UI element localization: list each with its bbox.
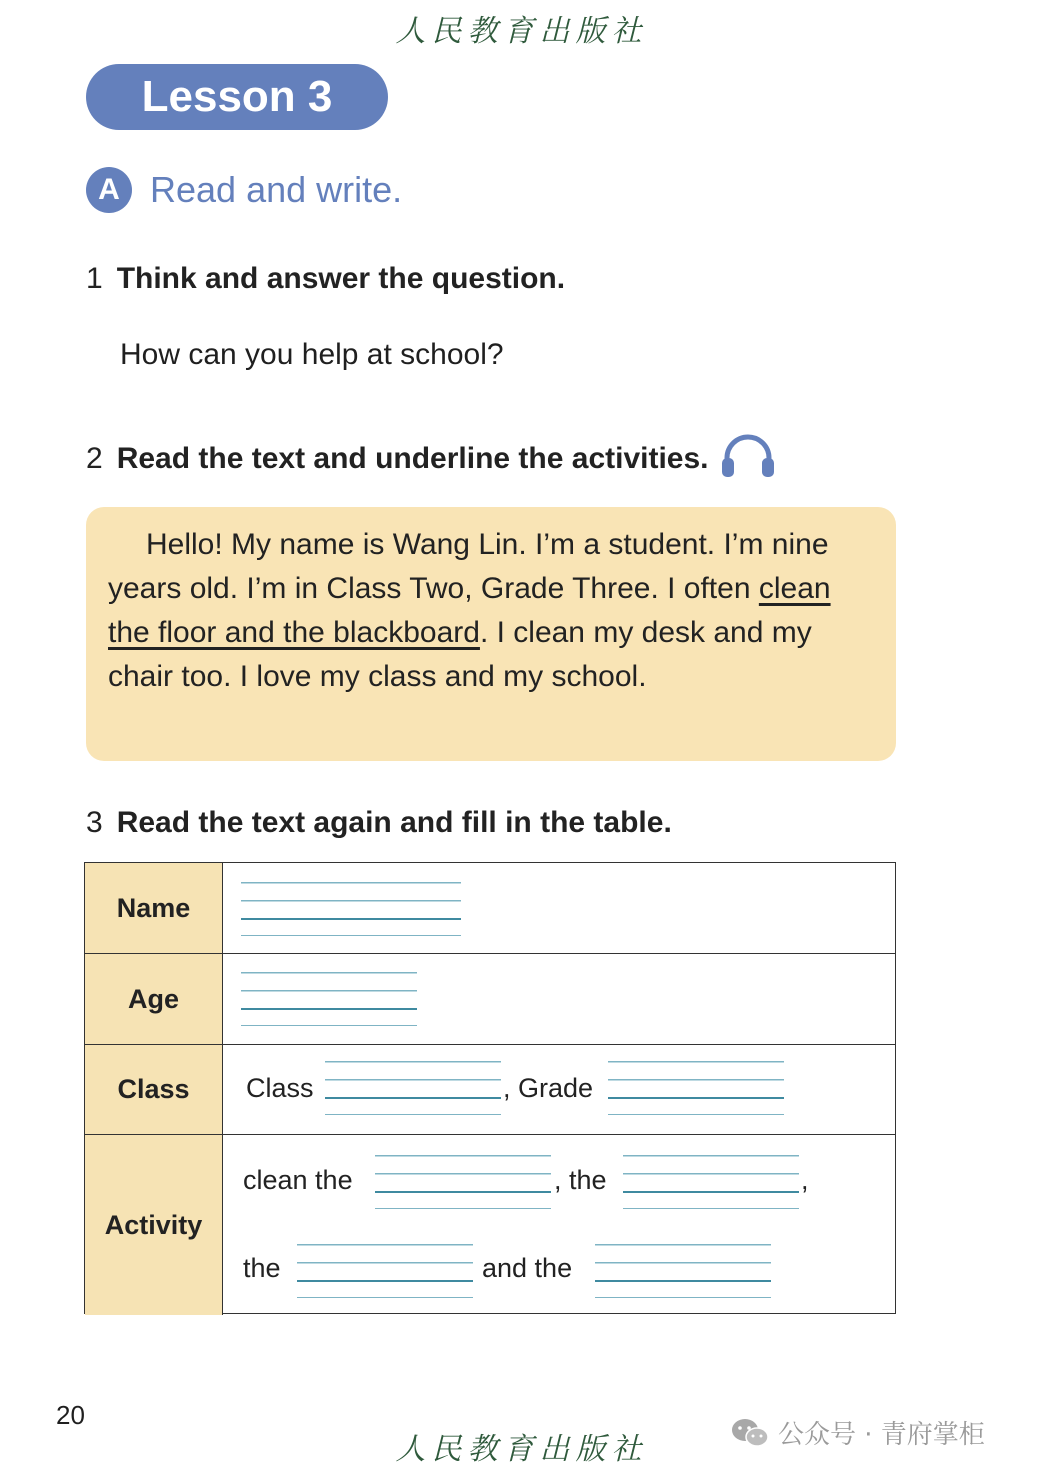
task-3-title: Read the text again and fill in the table.: [116, 806, 672, 839]
section-title: Read and write.: [150, 169, 403, 210]
activity-blank-2[interactable]: [623, 1155, 799, 1209]
activity-line2-prefix: the: [243, 1253, 281, 1283]
section-badge: A: [86, 167, 132, 213]
activity-line2-mid: and the: [482, 1253, 573, 1283]
task-2-heading: [86, 434, 777, 486]
headphones-icon[interactable]: [719, 434, 777, 486]
activity-line1-mid: , the: [554, 1165, 607, 1195]
table-row-class: [85, 1045, 895, 1135]
wechat-icon: [730, 1417, 770, 1449]
task-1-question: How can you help at school?: [120, 338, 504, 371]
section-a-heading: [86, 166, 402, 214]
task-1-heading: [86, 262, 565, 296]
table-row-age: [85, 954, 895, 1045]
fill-in-table: [84, 862, 896, 1314]
watermark: [730, 1414, 985, 1451]
task-3-number: 3: [86, 806, 103, 839]
activity-blank-3[interactable]: [297, 1244, 473, 1298]
task-2-title: Read the text and underline the activities.: [116, 441, 709, 475]
row-label-name: Name: [85, 863, 223, 953]
row-label-activity: Activity: [85, 1135, 223, 1315]
lesson-title: Lesson 3: [86, 64, 388, 130]
class-prefix: Class: [246, 1073, 314, 1103]
class-number-blank[interactable]: [325, 1061, 501, 1115]
class-cell: [223, 1045, 895, 1134]
row-label-age: Age: [85, 954, 223, 1044]
watermark-text: 公众号 · 青府掌柜: [778, 1420, 985, 1450]
age-cell: [223, 954, 895, 1044]
passage-underlined-activity: clean the floor and the blackboard: [108, 572, 831, 649]
publisher-header: 人民教育出版社: [395, 14, 648, 49]
table-row-name: [85, 863, 895, 954]
activity-cell: [223, 1135, 895, 1315]
grade-number-blank[interactable]: [608, 1061, 784, 1115]
task-1-title: Think and answer the question.: [116, 262, 566, 295]
activity-line1-end: ,: [801, 1165, 809, 1195]
task-3-heading: [86, 806, 672, 840]
reading-passage: [86, 507, 896, 761]
page-number: 20: [56, 1400, 85, 1430]
activity-blank-4[interactable]: [595, 1244, 771, 1298]
passage-text-2: . I clean my desk and my chair too. I love my class and my school.: [108, 616, 812, 693]
task-1-number: 1: [86, 262, 103, 295]
row-label-class: Class: [85, 1045, 223, 1134]
grade-prefix: , Grade: [503, 1073, 594, 1103]
passage-text-1: Hello! My name is Wang Lin. I’m a student. I’m nine years old. I’m in Class Two, Grade Three. I often: [108, 528, 829, 605]
name-cell: [223, 863, 895, 953]
name-answer-blank[interactable]: [241, 882, 461, 936]
publisher-footer: 人民教育出版社: [395, 1432, 648, 1467]
activity-blank-1[interactable]: [375, 1155, 551, 1209]
activity-line1-prefix: clean the: [243, 1165, 353, 1195]
task-2-number: 2: [86, 441, 103, 475]
table-row-activity: [85, 1135, 895, 1315]
age-answer-blank[interactable]: [241, 972, 417, 1026]
